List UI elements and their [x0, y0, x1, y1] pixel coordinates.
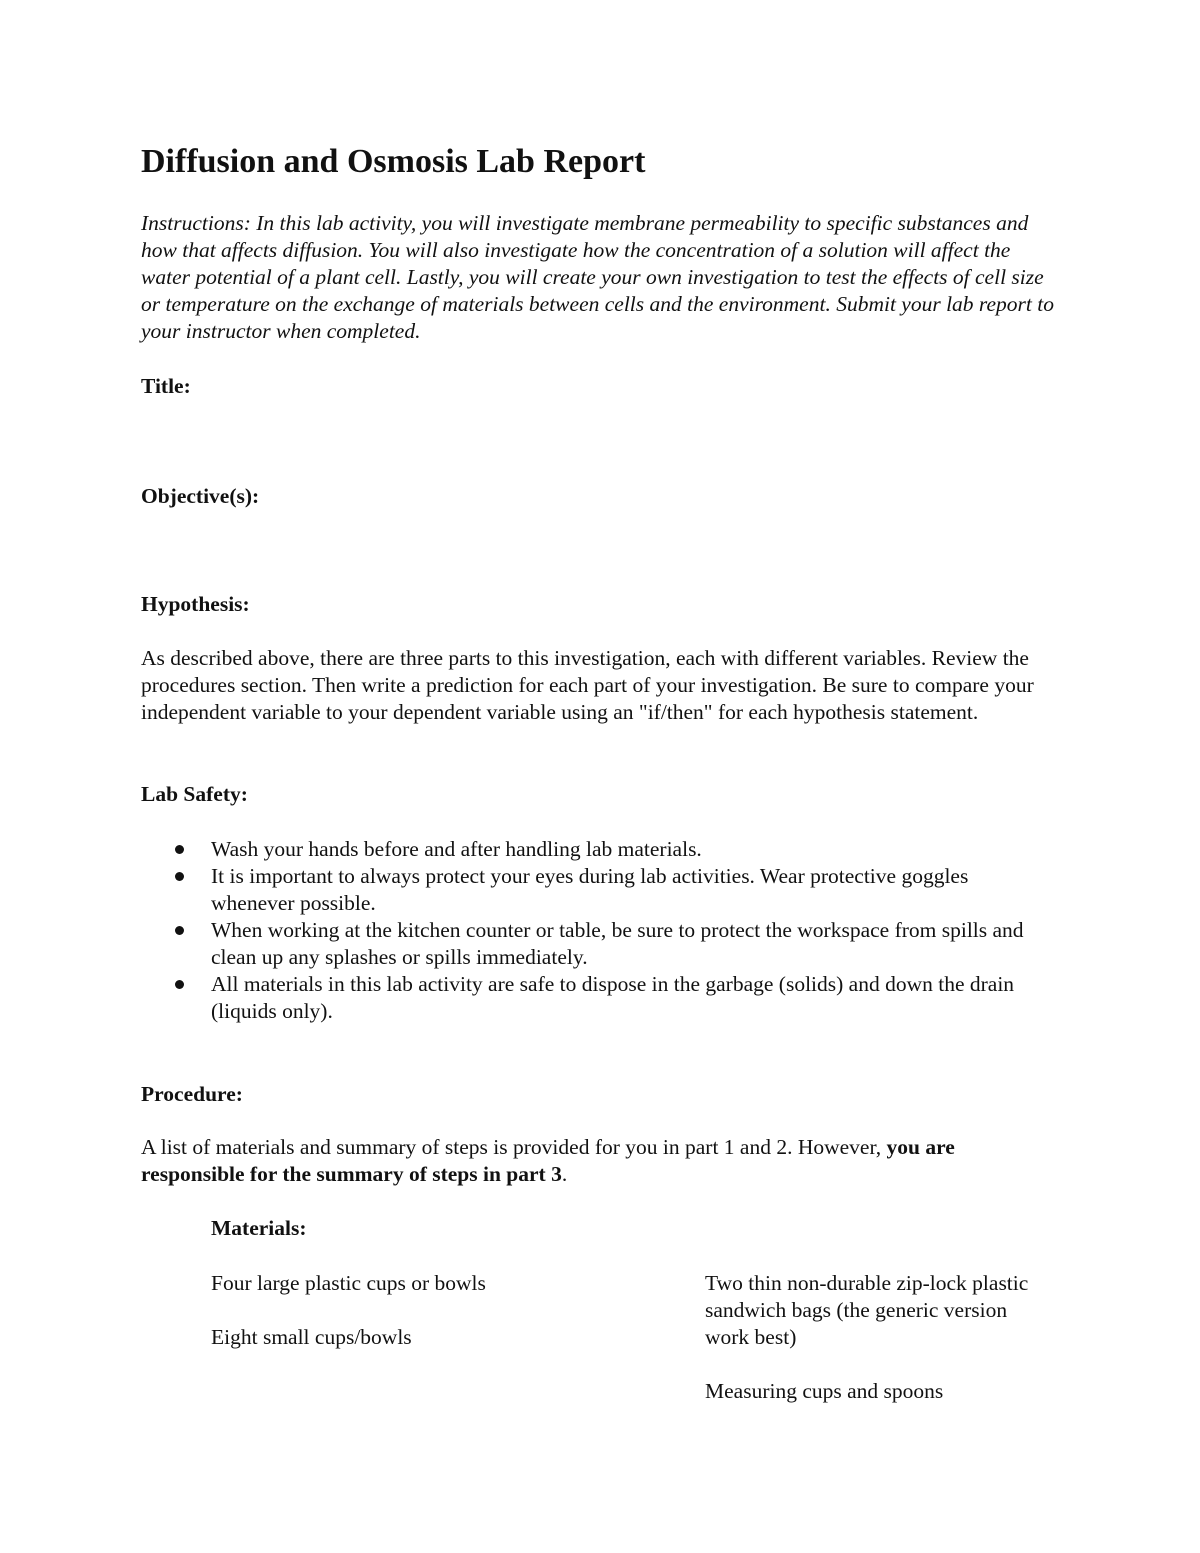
safety-item-text: All materials in this lab activity are safe to dispose in the garbage (solids) and down the drain (liquids only). [211, 972, 1015, 1023]
materials-heading: Materials: [211, 1216, 307, 1240]
material-item: Eight small cups/bowls [211, 1325, 412, 1349]
material-item: Two thin non-durable zip-lock plastic sandwich bags (the generic version work best) [705, 1271, 1029, 1349]
material-item: Measuring cups and spoons [705, 1379, 944, 1403]
materials-column-right [705, 1270, 1045, 1432]
hypothesis-heading: Hypothesis: [141, 592, 250, 616]
safety-item-text: Wash your hands before and after handling lab materials. [211, 837, 702, 861]
bullet-icon [175, 872, 184, 881]
instructions-paragraph: Instructions: In this lab activity, you will investigate membrane permeability to specific substances and how that affects diffusion. You will also investigate how the concentration of a solution will affect the water potential of a plant cell. Lastly, you will create your own investigation to test the effects of cell size or temperature on the exchange of materials between cells and the environment. Submit your lab report to your instructor when completed. [141, 211, 1054, 343]
safety-list [141, 836, 1056, 1025]
title-heading: Title: [141, 374, 191, 398]
materials-column-left [211, 1270, 651, 1378]
procedure-paragraph [141, 1134, 1056, 1188]
bullet-icon [175, 926, 184, 935]
list-item [141, 836, 1056, 863]
list-item [141, 863, 1056, 917]
safety-item-text: It is important to always protect your eyes during lab activities. Wear protective goggles whenever possible. [211, 864, 969, 915]
lab-safety-heading: Lab Safety: [141, 782, 248, 806]
list-item [141, 917, 1056, 971]
procedure-emphasis: you are responsible for the summary of steps in part 3 [141, 1135, 955, 1186]
procedure-text-end: . [561, 1162, 568, 1186]
safety-item-text: When working at the kitchen counter or table, be sure to protect the workspace from spills and clean up any splashes or spills immediately. [211, 918, 1024, 969]
procedure-heading: Procedure: [141, 1082, 243, 1106]
objectives-heading: Objective(s): [141, 484, 260, 508]
document-title: Diffusion and Osmosis Lab Report [141, 143, 646, 180]
hypothesis-paragraph: As described above, there are three parts to this investigation, each with different variables. Review the procedures section. Then write a prediction for each part of your investigation. Be sure to compare your independent variable to your dependent variable using an "if/then" for each hypothesis statement. [141, 646, 1034, 724]
bullet-icon [175, 845, 184, 854]
procedure-text: A list of materials and summary of steps is provided for you in part 1 and 2. However, [141, 1135, 887, 1159]
bullet-icon [175, 980, 184, 989]
list-item [141, 971, 1056, 1025]
material-item: Four large plastic cups or bowls [211, 1271, 486, 1295]
